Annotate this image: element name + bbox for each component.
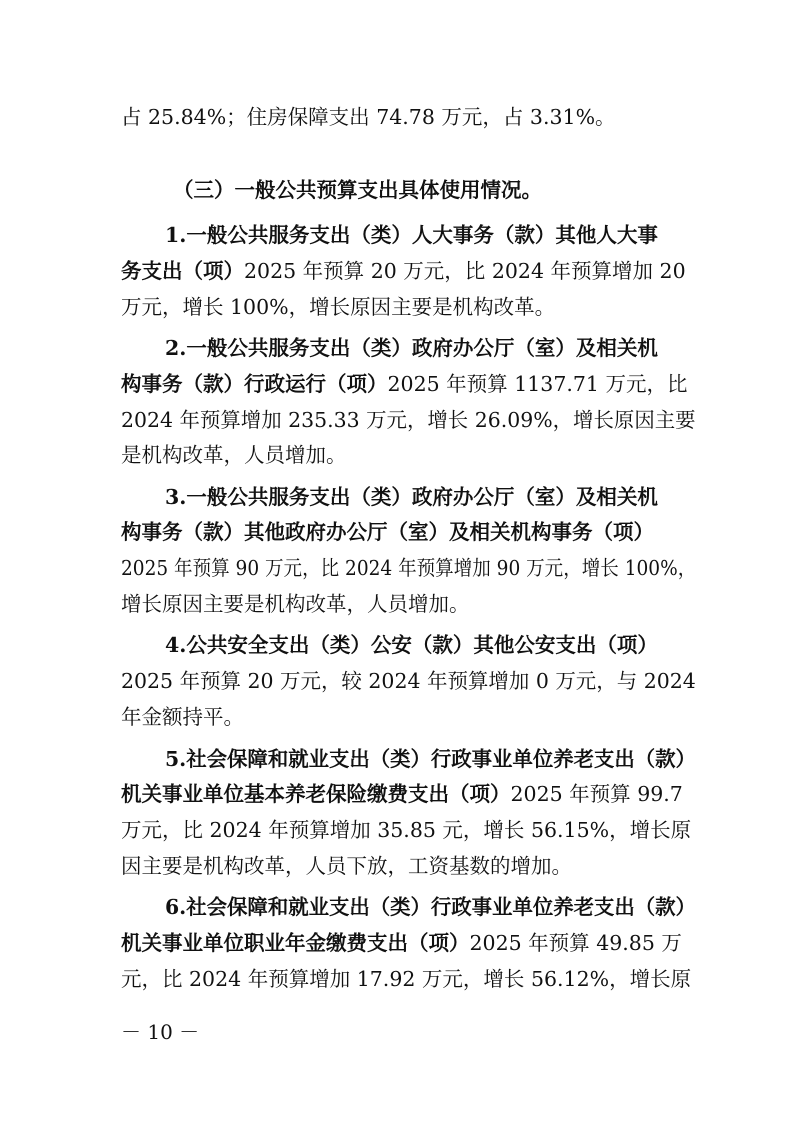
item-3-line-3: 2025 年预算 90 万元，比 2024 年预算增加 90 万元，增长 100%， (121, 556, 697, 580)
item-1-line-2 (121, 257, 686, 285)
item-6-line-2 (121, 929, 682, 957)
item-1-title: 1.一般公共服务支出（类）人大事务（款）其他人大事 (165, 223, 658, 247)
item-4-line-2: 2025 年预算 20 万元，较 2024 年预算增加 0 万元，与 2024 (121, 669, 696, 693)
item-6-title-cont: 机关事业单位职业年金缴费支出（项） (121, 931, 470, 955)
item-2-line-2 (121, 370, 688, 398)
item-3-title-cont: 构事务（款）其他政府办公厅（室）及相关机构事务（项） (121, 520, 654, 544)
item-1-text: 2025 年预算 20 万元，比 2024 年预算增加 20 (244, 259, 686, 283)
item-4-line-3: 年金额持平。 (121, 705, 244, 729)
item-1-line-3: 万元，增长 100%，增长原因主要是机构改革。 (121, 295, 556, 319)
item-5-line-3: 万元，比 2024 年预算增加 35.85 元，增长 56.15%，增长原 (121, 818, 692, 842)
item-2-line-4: 是机构改革，人员增加。 (121, 443, 347, 467)
item-1-title-cont: 务支出（项） (121, 259, 244, 283)
item-2-title: 2.一般公共服务支出（类）政府办公厅（室）及相关机 (165, 336, 658, 360)
item-5-title-cont: 机关事业单位基本养老保险缴费支出（项） (121, 782, 511, 806)
item-5-line-4: 因主要是机构改革，人员下放，工资基数的增加。 (121, 854, 572, 878)
page-number: － 10 － (121, 1020, 200, 1044)
item-2-text: 2025 年预算 1137.71 万元，比 (387, 372, 688, 396)
item-5-text: 2025 年预算 99.7 (510, 782, 683, 806)
item-6-line-3: 元，比 2024 年预算增加 17.92 万元，增长 56.12%，增长原 (121, 967, 692, 991)
item-2-title-cont: 构事务（款）行政运行（项） (121, 372, 388, 396)
item-2-line-3: 2024 年预算增加 235.33 万元，增长 26.09%，增长原因主要 (121, 408, 696, 432)
text-line-0: 占 25.84%；住房保障支出 74.78 万元，占 3.31%。 (121, 105, 616, 129)
item-3-line-4: 增长原因主要是机构改革，人员增加。 (121, 592, 470, 616)
item-5-line-2 (121, 780, 683, 808)
item-6-title: 6.社会保障和就业支出（类）行政事业单位养老支出（款） (165, 895, 696, 919)
item-5-title: 5.社会保障和就业支出（类）行政事业单位养老支出（款） (165, 747, 696, 771)
item-3-title: 3.一般公共服务支出（类）政府办公厅（室）及相关机 (165, 485, 658, 509)
item-4-title: 4.公共安全支出（类）公安（款）其他公安支出（项） (165, 633, 658, 657)
section-heading-3: （三）一般公共预算支出具体使用情况。 (173, 178, 542, 202)
item-6-text: 2025 年预算 49.85 万 (469, 931, 682, 955)
